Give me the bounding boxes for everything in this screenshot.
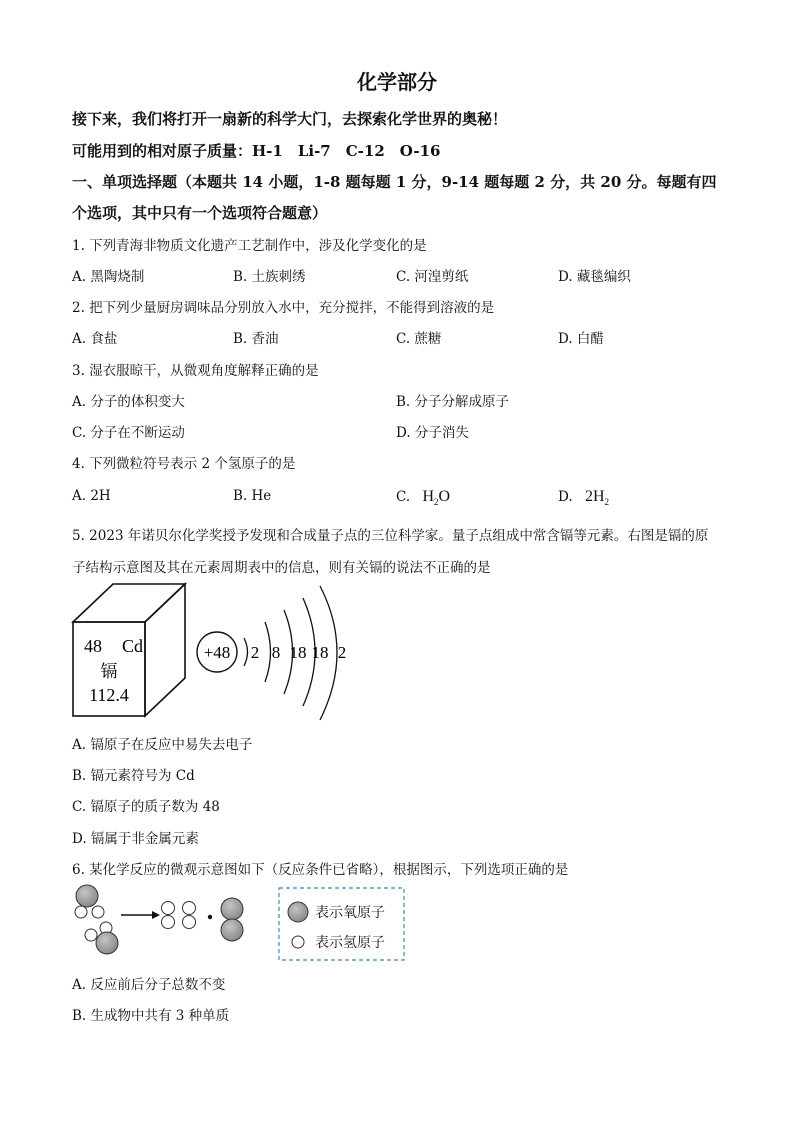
q5-option-c: C. 镉原子的质子数为 48 — [72, 799, 220, 815]
question-5-stem-line1: 5. 2023 年诺贝尔化学奖授予发现和合成量子点的三位科学家。量子点组成中常含镉等元素。右图是镉的原 — [72, 528, 709, 544]
reaction-arrow — [121, 911, 160, 919]
question-3-stem: 3. 湿衣服晾干，从微观角度解释正确的是 — [72, 363, 319, 379]
question-5-stem-line2: 子结构示意图及其在元素周期表中的信息，则有关镉的说法不正确的是 — [72, 560, 491, 576]
reactant-water-molecule-1 — [75, 885, 104, 918]
product-oxygen-molecule — [221, 898, 243, 941]
oxygen-atom-legend-icon — [288, 902, 308, 922]
reaction-diagram — [68, 880, 408, 964]
atomic-masses: 可能用到的相对原子质量：H-1 Li-7 C-12 O-16 — [72, 142, 441, 160]
legend-oxygen-label: 表示氧原子 — [315, 906, 385, 921]
question-2-stem: 2. 把下列少量厨房调味品分别放入水中，充分搅拌，不能得到溶液的是 — [72, 300, 495, 316]
section-heading-line2: 个选项，其中只有一个选项符合题意） — [72, 204, 328, 222]
q4-option-c-label: C. — [396, 489, 411, 505]
q3-option-b: B. 分子分解成原子 — [396, 394, 510, 410]
q4-formula-h2o — [422, 488, 451, 508]
q4-option-d-label: D. — [558, 489, 573, 505]
page-title: 化学部分 — [357, 70, 437, 94]
shell-arc-1 — [244, 638, 248, 666]
q3-option-a: A. 分子的体积变大 — [72, 394, 185, 410]
shell-electrons-1: 2 — [250, 643, 260, 662]
q5-option-a: A. 镉原子在反应中易失去电子 — [72, 737, 253, 753]
nucleus-charge: +48 — [203, 643, 231, 662]
element-symbol: Cd — [122, 636, 144, 656]
q3-option-c: C. 分子在不断运动 — [72, 425, 185, 441]
q4-option-a: A. 2H — [72, 488, 111, 504]
q4-option-d — [558, 488, 609, 507]
element-name: 镉 — [100, 662, 118, 681]
q4-option-b: B. He — [233, 488, 272, 504]
formula-main: H — [422, 488, 434, 505]
element-mass: 112.4 — [89, 685, 129, 705]
shell-electrons-5: 2 — [337, 643, 347, 662]
q3-option-d: D. 分子消失 — [396, 425, 469, 441]
q6-option-a: A. 反应前后分子总数不变 — [72, 977, 226, 993]
shell-electrons-3: 18 — [289, 643, 307, 662]
intro-text: 接下来，我们将打开一扇新的科学大门，去探索化学世界的奥秘！ — [72, 110, 508, 128]
shell-electrons-2: 8 — [271, 643, 281, 662]
q6-option-b: B. 生成物中共有 3 种单质 — [72, 1008, 230, 1024]
element-atomic-number: 48 — [84, 636, 102, 656]
question-4-stem: 4. 下列微粒符号表示 2 个氢原子的是 — [72, 456, 296, 472]
shell-electrons-4: 18 — [311, 643, 329, 662]
q5-option-b: B. 镉元素符号为 Cd — [72, 768, 195, 784]
q2-option-c: C. 蔗糖 — [396, 331, 442, 347]
legend-box — [279, 888, 404, 960]
q4-formula-2h2 — [584, 488, 609, 508]
q5-option-d: D. 镉属于非金属元素 — [72, 831, 199, 847]
q1-option-b: B. 土族刺绣 — [233, 269, 306, 285]
formula-main: 2H — [584, 488, 605, 505]
cadmium-figure — [70, 578, 370, 726]
q1-option-c: C. 河湟剪纸 — [396, 269, 469, 285]
q4-option-c — [396, 488, 450, 507]
separator-dot — [208, 915, 212, 919]
formula-tail: O — [438, 488, 451, 505]
question-1-stem: 1. 下列青海非物质文化遗产工艺制作中，涉及化学变化的是 — [72, 238, 427, 254]
q1-option-d: D. 藏毯编织 — [558, 269, 631, 285]
legend-hydrogen-label: 表示氢原子 — [315, 936, 385, 951]
q1-option-a: A. 黑陶烧制 — [72, 269, 145, 285]
shell-arc-2 — [265, 622, 271, 682]
product-hydrogen-molecule-2 — [183, 902, 196, 929]
q2-option-a: A. 食盐 — [72, 331, 118, 347]
hydrogen-atom-legend-icon — [292, 936, 304, 948]
section-heading-line1: 一、单项选择题（本题共 14 小题，1-8 题每题 1 分，9-14 题每题 2 分，共 20 分。每题有四 — [72, 173, 717, 191]
reactant-water-molecule-2 — [85, 922, 118, 954]
q2-option-b: B. 香油 — [233, 331, 279, 347]
q2-option-d: D. 白醋 — [558, 331, 604, 347]
formula-subscript: 2 — [604, 497, 609, 508]
question-6-stem: 6. 某化学反应的微观示意图如下（反应条件已省略），根据图示，下列选项正确的是 — [72, 862, 569, 878]
formula-subscript: 2 — [434, 497, 439, 508]
product-hydrogen-molecule-1 — [162, 902, 175, 929]
element-card — [73, 584, 185, 716]
